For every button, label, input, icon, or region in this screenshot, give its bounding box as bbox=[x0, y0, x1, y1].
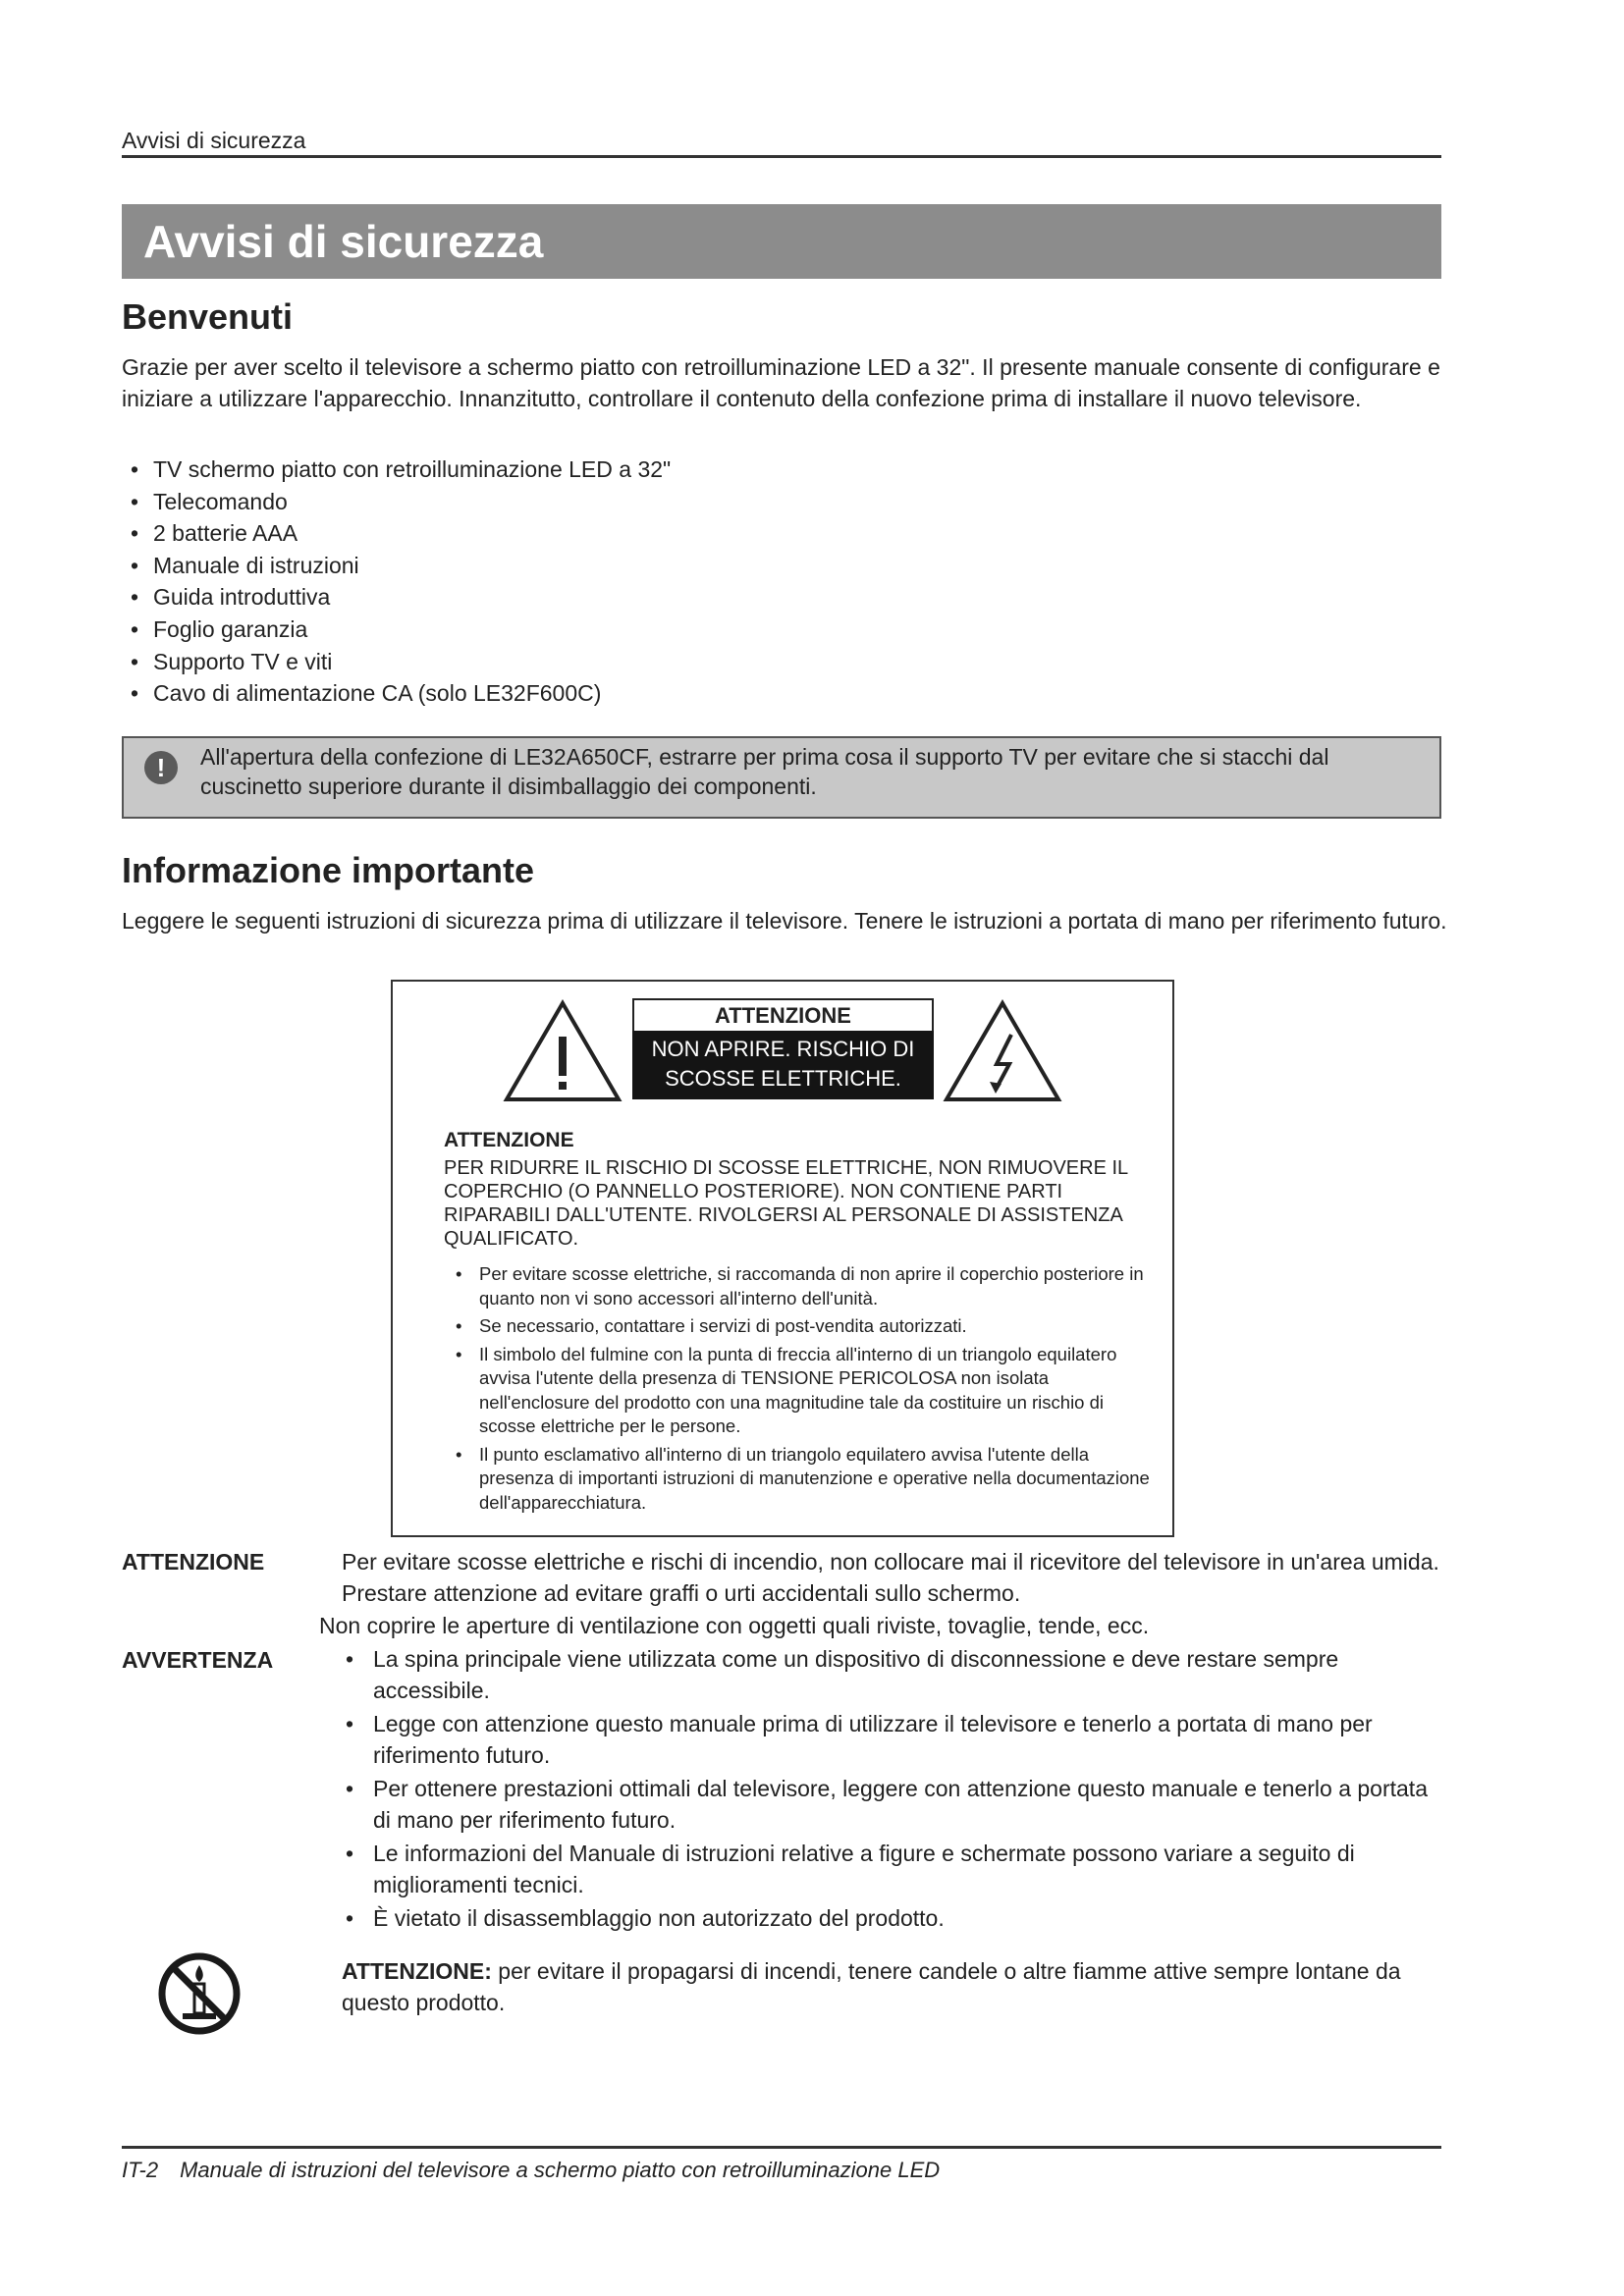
list-item: • Se necessario, contattare i servizi di post-vendita autorizzati. bbox=[444, 1314, 1151, 1339]
list-item: • Foglio garanzia bbox=[122, 614, 1398, 646]
benvenuti-intro: Grazie per aver scelto il televisore a schermo piatto con retroilluminazione LED a 32". Il presente manuale consente di configurare e iniziare a utilizzare l'apparecchio. Innanzitutto, controllare il contenuto della confezione prima di installare il nuovo televisore. bbox=[122, 354, 1440, 411]
package-contents-list bbox=[122, 454, 1398, 710]
note-box bbox=[122, 736, 1441, 819]
warning-box-list bbox=[444, 1262, 1151, 1519]
attenzione-label: ATTENZIONE bbox=[122, 1549, 265, 1575]
page-title: Avvisi di sicurezza bbox=[122, 204, 1441, 279]
caution-label-box bbox=[391, 980, 1174, 1537]
candle-warning-text: per evitare il propagarsi di incendi, tenere candele o altre fiamme attive sempre lontane da questo prodotto. bbox=[342, 1958, 1401, 2015]
list-item: • Legge con attenzione questo manuale prima di utilizzare il televisore e tenerlo a portata di mano per riferimento futuro. bbox=[344, 1708, 1434, 1771]
avvertenza-label: AVVERTENZA bbox=[122, 1647, 274, 1673]
exclamation-icon: ! bbox=[144, 751, 178, 784]
list-item: • Cavo di alimentazione CA (solo LE32F600C) bbox=[122, 677, 1398, 710]
caution-label: ATTENZIONE bbox=[632, 998, 934, 1031]
informazione-heading: Informazione importante bbox=[122, 850, 535, 890]
list-item: • Per evitare scosse elettriche, si raccomanda di non aprire il coperchio posteriore in quanto non vi sono accessori all'interno dell'unità. bbox=[444, 1262, 1151, 1310]
list-item: • Le informazioni del Manuale di istruzioni relative a figure e schermate possono variare a seguito di miglioramenti tecnici. bbox=[344, 1838, 1434, 1900]
no-candle-icon bbox=[157, 1951, 242, 2036]
list-item: • TV schermo piatto con retroilluminazione LED a 32" bbox=[122, 454, 1398, 486]
list-item: • La spina principale viene utilizzata come un dispositivo di disconnessione e deve restare sempre accessibile. bbox=[344, 1643, 1434, 1706]
candle-warning bbox=[342, 1955, 1441, 2018]
ventilation-text: Non coprire le aperture di ventilazione con oggetti quali riviste, tovaglie, tende, ecc. bbox=[319, 1613, 1150, 1638]
footer bbox=[122, 2158, 940, 2183]
avvertenza-list bbox=[344, 1643, 1434, 1936]
list-item: • Supporto TV e viti bbox=[122, 646, 1398, 678]
footer-text: Manuale di istruzioni del televisore a schermo piatto con retroilluminazione LED bbox=[180, 2158, 941, 2182]
exclamation-triangle-icon bbox=[503, 999, 623, 1103]
attenzione-text: Per evitare scosse elettriche e rischi di incendio, non collocare mai il ricevitore del televisore in un'area umida. Prestare attenzione ad evitare graffi o urti accidentali sullo schermo. bbox=[342, 1549, 1439, 1606]
informazione-intro: Leggere le seguenti istruzioni di sicurezza prima di utilizzare il televisore. Tenere le istruzioni a portata di mano per riferimento futuro. bbox=[122, 908, 1447, 934]
list-item: • È vietato il disassemblaggio non autorizzato del prodotto. bbox=[344, 1902, 1434, 1934]
page-number: IT-2 bbox=[122, 2158, 159, 2182]
running-head: Avvisi di sicurezza bbox=[122, 128, 306, 153]
list-item: • Guida introduttiva bbox=[122, 581, 1398, 614]
list-item: • Manuale di istruzioni bbox=[122, 550, 1398, 582]
list-item: • Il simbolo del fulmine con la punta di freccia all'interno di un triangolo equilatero avvisa l'utente della presenza di TENSIONE PERICOLOSA non isolata nell'enclosure del prodotto con una magnitudine tale da costituire un rischio di scosse elettriche per le persone. bbox=[444, 1343, 1151, 1439]
warning-box-heading: ATTENZIONE bbox=[444, 1129, 574, 1151]
benvenuti-heading: Benvenuti bbox=[122, 296, 294, 337]
header-rule bbox=[122, 155, 1441, 158]
footer-rule bbox=[122, 2146, 1441, 2149]
list-item: • Per ottenere prestazioni ottimali dal televisore, leggere con attenzione questo manuale e tenerlo a portata di mano per riferimento futuro. bbox=[344, 1773, 1434, 1836]
do-not-open-label: NON APRIRE. RISCHIO DI SCOSSE ELETTRICHE. bbox=[632, 1031, 934, 1099]
list-item: • Il punto esclamativo all'interno di un triangolo equilatero avvisa l'utente della presenza di importanti istruzioni di manutenzione e operative nella documentazione dell'apparecchiatura. bbox=[444, 1443, 1151, 1516]
candle-warning-label: ATTENZIONE: bbox=[342, 1958, 492, 1984]
lightning-triangle-icon bbox=[943, 999, 1062, 1103]
note-text: All'apertura della confezione di LE32A650CF, estrarre per prima cosa il supporto TV per evitare che si stacchi dal cuscinetto superiore durante il disimballaggio dei componenti. bbox=[200, 744, 1329, 799]
list-item: • Telecomando bbox=[122, 486, 1398, 518]
list-item: • 2 batterie AAA bbox=[122, 517, 1398, 550]
warning-box-caps-text: PER RIDURRE IL RISCHIO DI SCOSSE ELETTRICHE, NON RIMUOVERE IL COPERCHIO (O PANNELLO POSTERIORE). NON CONTIENE PARTI RIPARABILI DALL'UTENTE. RIVOLGERSI AL PERSONALE DI ASSISTENZA QUALIFICATO. bbox=[444, 1157, 1128, 1250]
